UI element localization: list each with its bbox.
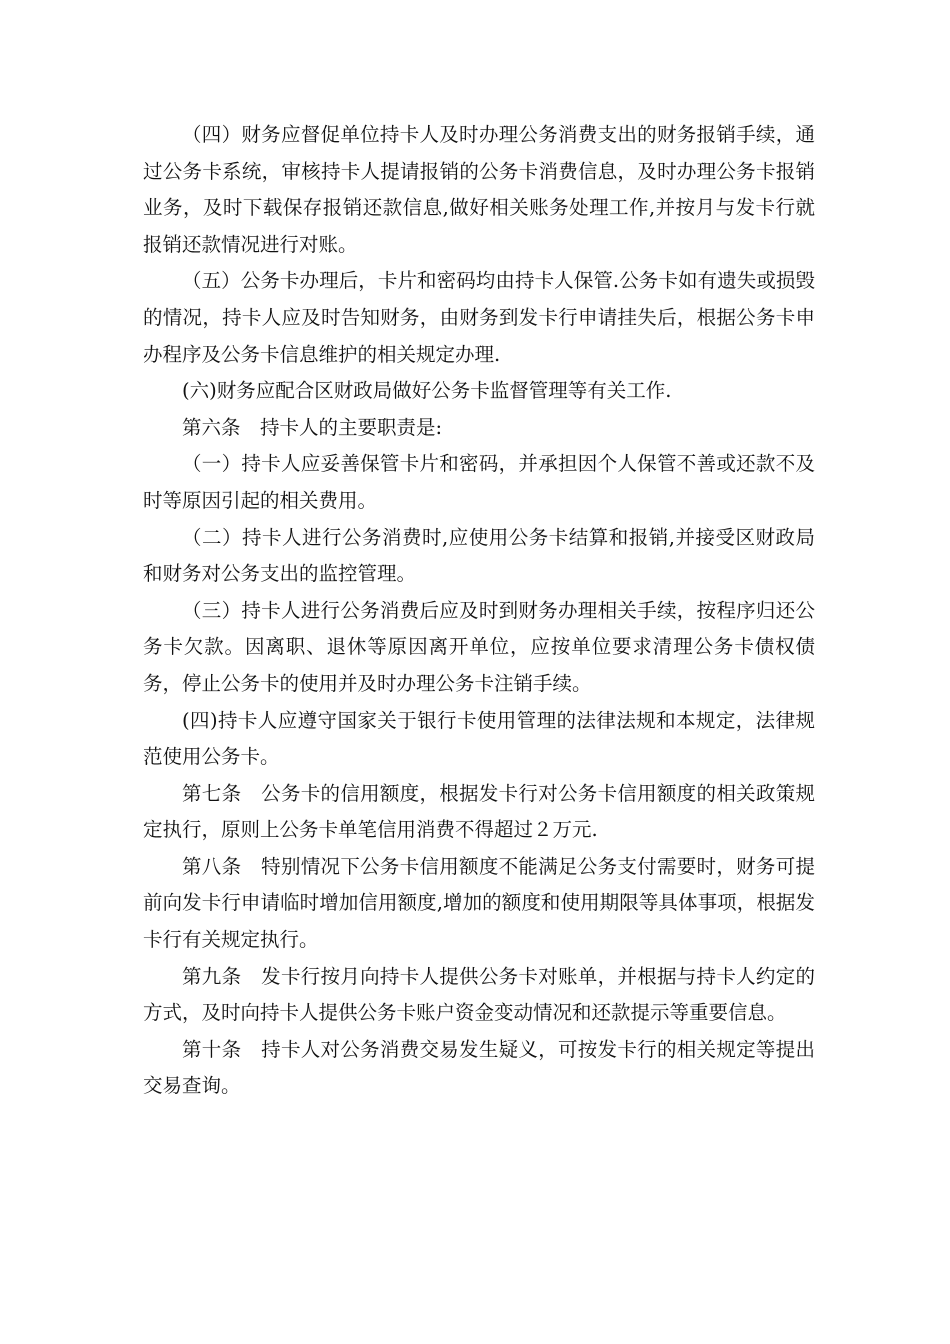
paragraph-finance-reimbursement: （四）财务应督促单位持卡人及时办理公务消费支出的财务报销手续，通过公务卡系统，审核持卡人提请报销的公务卡消费信息，及时办理公务卡报销业务，及时下载保存报销还款信息,做好相关账务处理工作,并按月与发卡行就报销还款情况进行对账。 — [143, 123, 815, 256]
paragraph-finance-cooperation: (六)财务应配合区财政局做好公务卡监督管理等有关工作. — [182, 379, 672, 403]
article-6-heading: 第六条 持卡人的主要职责是: — [182, 415, 443, 439]
article-10: 第十条 持卡人对公务消费交易发生疑义，可按发卡行的相关规定等提出交易查询。 — [143, 1037, 815, 1098]
paragraph-holder-duty-4: (四)持卡人应遵守国家关于银行卡使用管理的法律法规和本规定，法律规范使用公务卡。 — [143, 708, 815, 769]
article-7: 第七条 公务卡的信用额度，根据发卡行对公务卡信用额度的相关政策规定执行，原则上公务卡单笔信用消费不得超过２万元. — [143, 781, 815, 842]
article-8: 第八条 特别情况下公务卡信用额度不能满足公务支付需要时，财务可提前向发卡行申请临时增加信用额度,增加的额度和使用期限等具体事项，根据发卡行有关规定执行。 — [143, 854, 815, 952]
paragraph-holder-duty-2: （二）持卡人进行公务消费时,应使用公务卡结算和报销,并接受区财政局和财务对公务支出的监控管理。 — [143, 525, 815, 586]
paragraph-card-custody: （五）公务卡办理后，卡片和密码均由持卡人保管.公务卡如有遗失或损毁的情况，持卡人应及时告知财务，由财务到发卡行申请挂失后，根据公务卡申办程序及公务卡信息维护的相关规定办理. — [143, 269, 815, 366]
document-body — [143, 117, 815, 1105]
paragraph-holder-duty-1: （一）持卡人应妥善保管卡片和密码，并承担因个人保管不善或还款不及时等原因引起的相关费用。 — [143, 452, 815, 512]
article-9: 第九条 发卡行按月向持卡人提供公务卡对账单，并根据与持卡人约定的方式，及时向持卡人提供公务卡账户资金变动情况和还款提示等重要信息。 — [143, 964, 815, 1025]
paragraph-holder-duty-3: （三）持卡人进行公务消费后应及时到财务办理相关手续，按程序归还公务卡欠款。因离职、退休等原因离开单位，应按单位要求清理公务卡债权债务，停止公务卡的使用并及时办理公务卡注销手续。 — [143, 598, 815, 695]
